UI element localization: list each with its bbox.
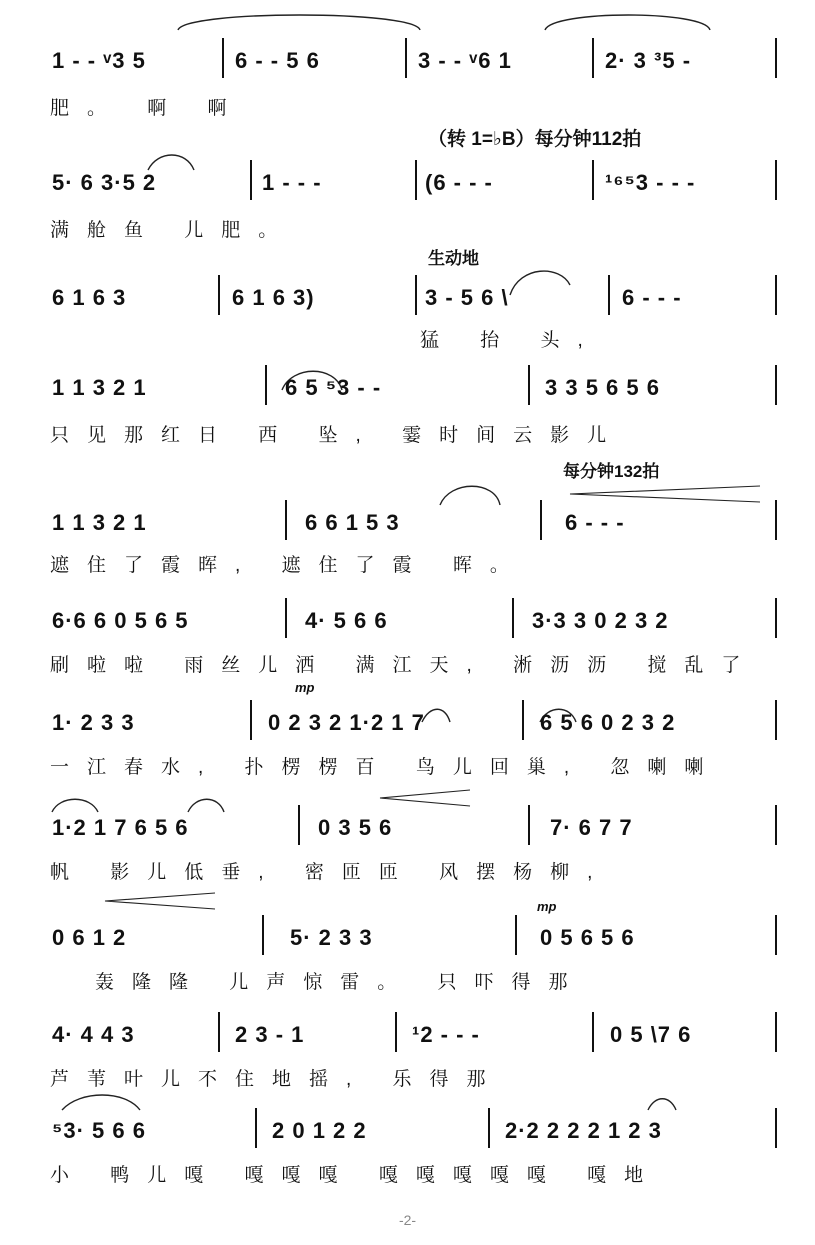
dynamic-mp: mp — [295, 680, 315, 695]
barline — [540, 500, 542, 540]
measure: 6 - - - — [565, 510, 625, 535]
barline — [488, 1108, 490, 1148]
barline — [775, 500, 777, 540]
measure: 1 - - - — [262, 170, 322, 195]
page-number: -2- — [398, 1212, 417, 1228]
measure: 5· 2 3 3 — [290, 925, 373, 950]
barline — [405, 38, 407, 78]
barline — [415, 275, 417, 315]
lyrics-line: 帆 影儿低垂, 密匝匝 风摆杨柳, — [50, 862, 611, 883]
measure: 6 1 6 3 — [52, 285, 127, 310]
measure: 5· 6 3·5 2 — [52, 170, 157, 195]
barline — [395, 1012, 397, 1052]
measure: 1 - - ᵛ3 5 — [52, 48, 146, 73]
barline — [775, 598, 777, 638]
measure: ⁵3· 5 6 6 — [52, 1118, 146, 1143]
barline — [608, 275, 610, 315]
measure: 0 5 \7 6 — [610, 1022, 692, 1047]
measure: 2 0 1 2 2 — [272, 1118, 367, 1143]
lyrics-line: 轰隆隆 儿声惊雷。 只吓得那 — [95, 972, 586, 993]
lyrics-line: 遮住了霞晖, 遮住了霞 晖。 — [50, 555, 527, 576]
lyrics-line: 满舱鱼 儿肥。 — [50, 220, 296, 241]
measure: 0 5 6 5 6 — [540, 925, 635, 950]
measure: 6 5 ⁵3 - - — [285, 375, 382, 400]
measure: 1 1 3 2 1 — [52, 375, 147, 400]
measure: 4· 5 6 6 — [305, 608, 388, 633]
barline — [528, 365, 530, 405]
barline — [515, 915, 517, 955]
measure: 2 3 - 1 — [235, 1022, 305, 1047]
measure: 3 - - ᵛ6 1 — [418, 48, 512, 73]
barline — [285, 598, 287, 638]
barline — [775, 1012, 777, 1052]
barline — [265, 365, 267, 405]
tempo-lively-annotation: 生动地 — [428, 249, 479, 268]
barline — [262, 915, 264, 955]
measure: ¹2 - - - — [412, 1022, 480, 1047]
measure: 6 - - 5 6 — [235, 48, 320, 73]
barline — [415, 160, 417, 200]
barline — [775, 700, 777, 740]
measure: 6 6 1 5 3 — [305, 510, 400, 535]
barline — [775, 915, 777, 955]
tempo-132-annotation: 每分钟132拍 — [563, 462, 660, 481]
measure: 0 2 3 2 1·2 1 7 — [268, 710, 425, 735]
barline — [250, 700, 252, 740]
measure: 3 - 5 6 \ — [425, 285, 509, 310]
measure: 0 3 5 6 — [318, 815, 393, 840]
barline — [775, 1108, 777, 1148]
lyrics-line: 小 鸭儿嘎 嘎嘎嘎 嘎嘎嘎嘎嘎 嘎地 — [50, 1165, 662, 1186]
lyrics-line: 芦苇叶儿不住地摇, 乐得那 — [50, 1069, 504, 1090]
barline — [592, 160, 594, 200]
measure: 0 6 1 2 — [52, 925, 127, 950]
measure: ¹⁶⁵3 - - - — [605, 170, 696, 195]
measure: 6 - - - — [622, 285, 682, 310]
lyrics-line: 刷啦啦 雨丝儿洒 满江天, 淅沥沥 搅乱了 — [50, 655, 759, 676]
measure: 6·6 6 0 5 6 5 — [52, 608, 189, 633]
barline — [298, 805, 300, 845]
barline — [592, 38, 594, 78]
measure: 2· 3 ³5 - — [605, 48, 692, 73]
measure: 2·2 2 2 2 1 2 3 — [505, 1118, 662, 1143]
barline — [775, 160, 777, 200]
dynamic-mp: mp — [537, 899, 557, 914]
barline — [218, 1012, 220, 1052]
measure: 4· 4 4 3 — [52, 1022, 135, 1047]
measure: 1·2 1 7 6 5 6 — [52, 815, 189, 840]
lyrics-line: 只见那红日 西 坠, 霎时间云影儿 — [50, 425, 625, 446]
barline — [775, 365, 777, 405]
measure: (6 - - - — [425, 170, 493, 195]
barline — [775, 38, 777, 78]
measure: 3 3 5 6 5 6 — [545, 375, 660, 400]
measure: 1 1 3 2 1 — [52, 510, 147, 535]
key-change-annotation: （转 1=♭B）每分钟112拍 — [428, 129, 642, 150]
barline — [592, 1012, 594, 1052]
barline — [250, 160, 252, 200]
barline — [775, 805, 777, 845]
barline — [775, 275, 777, 315]
measure: 1· 2 3 3 — [52, 710, 135, 735]
barline — [528, 805, 530, 845]
barline — [255, 1108, 257, 1148]
barline — [285, 500, 287, 540]
measure: 6 5 6 0 2 3 2 — [540, 710, 676, 735]
lyrics-line: 猛 抬 头, — [420, 330, 601, 351]
barline — [512, 598, 514, 638]
measure: 6 1 6 3) — [232, 285, 315, 310]
barline — [218, 275, 220, 315]
measure: 3·3 3 0 2 3 2 — [532, 608, 669, 633]
barline — [222, 38, 224, 78]
lyrics-line: 一江春水, 扑楞楞百 鸟儿回巢, 忽喇喇 — [50, 757, 722, 778]
measure: 7· 6 7 7 — [550, 815, 633, 840]
lyrics-line: 肥。 啊 啊 — [50, 98, 245, 119]
barline — [522, 700, 524, 740]
